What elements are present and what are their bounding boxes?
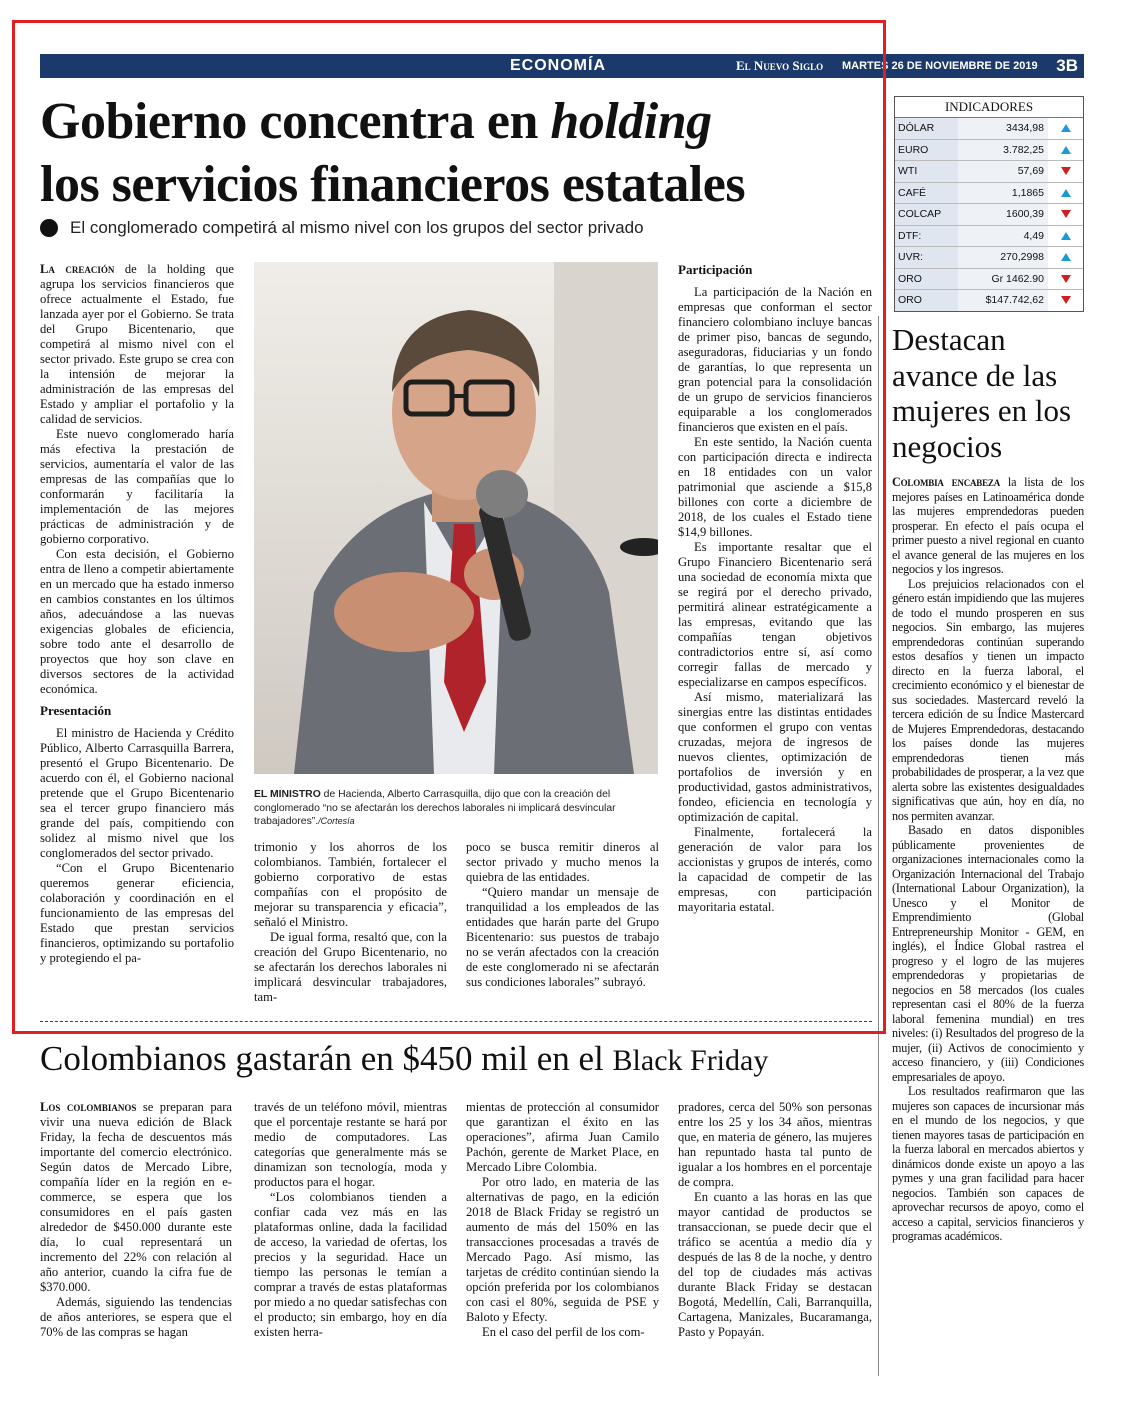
caption-text: de Hacienda, Alberto Carrasquilla, dijo que con la creación del conglomerado “no se afectarán los derechos laborales ni implicará desvincular trabajadores”. — [254, 789, 616, 827]
article-column-1 — [40, 262, 234, 966]
headline-text: Colombianos gastarán en $450 mil en el — [40, 1039, 613, 1078]
paragraph: Con esta decisión, el Gobierno entra de lleno a competir abiertamente en un mercado que ha estado inmerso en cambios constantes en los últimos años, adecuándose a las nuevas exigencias globales de eficiencia, sobre todo ante el desarrollo de proyectos que hoy son clave en diversos sectores de la actividad económica. — [40, 547, 234, 696]
paragraph: Este nuevo conglomerado haría más efectiva la prestación de servicios, aumentaría el valor de las empresas de las compañías que lo conformarán y facilitaría la implementación de las mejores prácticas de administración y de gobierno corporativo. — [40, 427, 234, 546]
indicator-value: $147.742,62 — [958, 290, 1048, 311]
paragraph: mientas de protección al consumidor que garantizan el éxito en las operaciones”, afirma Juan Camilo Pachón, gerente de Market Place, en Mercado Libre Colombia. — [466, 1100, 659, 1174]
trend-up-icon — [1048, 183, 1083, 204]
page-number: 3B — [1056, 56, 1078, 75]
side-story-headline: Destacan avance de las mujeres en los negocios — [892, 322, 1072, 464]
paragraph: “Quiero mandar un mensaje de tranquilidad a los empleados de las entidades que harán parte del Grupo Bicentenario: sus puestos de trabajo no se verán afectados con la creación de este conglomerado ni se afectarán sus condiciones laborales” subrayó. — [466, 885, 659, 989]
paragraph: trimonio y los ahorros de los colombianos. También, fortalecer el gobierno corporativo de estas compañías con el propósito de mejorar su transparencia y eficacia”, señaló el Ministro. — [254, 840, 447, 929]
indicator-row — [895, 183, 1083, 205]
paragraph: La participación de la Nación en empresas que conforman el sector financiero colombiano incluye bancas de primer piso, bancas de segundo, aseguradoras, fiduciarias y un fondo de garantías, lo que representa un gran potencial para la consolidación de un grupo de servicios financieros equiparable a los conglomerados financieros que existen en el país. — [678, 285, 872, 434]
indicator-name: EURO — [895, 140, 958, 161]
indicator-value: 57,69 — [958, 161, 1048, 182]
paragraph — [892, 475, 1084, 577]
minister-photo-illustration — [254, 262, 658, 774]
trend-up-icon — [1048, 118, 1083, 139]
paragraph-text: se preparan para vivir una nueva edición de Black Friday, la fecha de descuentos más importante del comercio electrónico. Según datos de Mercado Libre, compañía líder en la región en e-commerce, se espera que los consumidores en el país gasten alrededor de $450.000 durante este día, lo cual representará un incremento del 22% con relación al año anterior, cuando la cifra fue de $370.000. — [40, 1100, 232, 1294]
headline-text: Gobierno concentra en — [40, 93, 551, 150]
second-column-1 — [40, 1100, 232, 1340]
indicator-value: 270,2998 — [958, 247, 1048, 268]
photo-caption — [254, 788, 658, 829]
indicator-name: COLCAP — [895, 204, 958, 225]
indicator-name: UVR: — [895, 247, 958, 268]
paragraph: En el caso del perfil de los com- — [482, 1325, 645, 1339]
indicator-row — [895, 269, 1083, 291]
indicators-rows — [895, 118, 1083, 311]
paragraph: Es importante resaltar que el Grupo Financiero Bicentenario será una sociedad de economía mixta que se regirá por el derecho privado, permitirá alinear estratégicamente a las empresas, evitando que las compañías tengan objetivos contradictorios entre sí, así como corregir fallas de mercado y especializarse en campos específicos. — [678, 540, 872, 689]
subheading: Participación — [678, 262, 753, 277]
article-column-3 — [466, 840, 659, 990]
second-column-3 — [466, 1100, 659, 1340]
paragraph: “Los colombianos tienden a confiar cada vez más en las plataformas online, dada la facilidad de acceso, la variedad de ofertas, los precios y la seguridad. Hace un tiempo las personas le temían a comprar a través de estas plataformas por miedo a no quedar satisfechas con el producto; sin embargo, hoy en día existen herra- — [254, 1190, 447, 1339]
paragraph: Basado en datos disponibles públicamente provenientes de organizaciones internacionales como la Organización Internacional del Trabajo (International Labour Organization), la Unesco y el Monitor de Emprendimiento (Global Entrepreneurship Monitor - GEM, en inglés), el Índice Global rastrea el progreso y el logro de las mujeres emprendedoras y propietarias de negocios en 58 mercados (los cuales representan casi el 80% de la fuerza laboral femenina mundial) en tres niveles: (i) Resultados del progreso de la mujer, (ii) Activos de conocimiento y acceso financiero, y (iii) Condiciones empresariales de apoyo. — [892, 823, 1084, 1084]
article-column-4 — [678, 262, 872, 915]
indicator-row — [895, 204, 1083, 226]
deck-text: El conglomerado competirá al mismo nivel con los grupos del sector privado — [70, 218, 644, 237]
indicator-row — [895, 161, 1083, 183]
bullet-icon — [40, 219, 58, 237]
paragraph: Los prejuicios relacionados con el género están impidiendo que las mujeres de todo el mundo prosperen en sus negocios. Sin embargo, las mujeres emprendedoras continúan superando estos desafíos y tienen un impacto directo en la fuerza laboral, el crecimiento económico y el bienestar de sus sociedades. Mastercard reveló la tercera edición de su Índice Mastercard de Mujeres Emprendedoras, destacando los países donde las mujeres emprendedoras tienen más probabilidades de prosperar, a la vez que alerta sobre las existentes desigualdades significativas que aún, hoy en día, no nos permiten avanzar. — [892, 576, 1084, 823]
story-divider — [40, 1021, 872, 1022]
trend-down-icon — [1048, 269, 1083, 290]
indicator-row — [895, 247, 1083, 269]
trend-up-icon — [1048, 140, 1083, 161]
trend-down-icon — [1048, 290, 1083, 311]
paragraph — [40, 1100, 232, 1295]
paragraph: través de un teléfono móvil, mientras que el porcentaje restante se hará por medio de computadores. Las categorías que generalmente más se dinamizan son tecnología, moda y productos para el hogar. — [254, 1100, 447, 1189]
indicator-name: CAFÉ — [895, 183, 958, 204]
second-story-headline — [40, 1038, 768, 1082]
indicator-value: 3434,98 — [958, 118, 1048, 139]
caption-lead: EL MINISTRO — [254, 789, 321, 800]
trend-down-icon — [1048, 161, 1083, 182]
headline-black-friday: Black Friday — [612, 1044, 769, 1077]
headline-italic-word: holding — [550, 93, 712, 150]
main-headline-line-1 — [40, 92, 712, 152]
indicator-value: 1,1865 — [958, 183, 1048, 204]
paragraph-text: la lista de los mejores países en Latinoamérica donde las mujeres emprendedoras pueden prosperar. En efecto el país ocupa el primer puesto a nivel regional en cuanto el avance general de las mujeres en los negocios y los ingresos. — [892, 475, 1084, 576]
paragraph-text: de la holding que agrupa los servicios financieros que ofrece actualmente el Estado, fue lanzada ayer por el Gobierno. Se trata del Grupo Bicentenario, que competirá al mismo nivel con el sector privado. Este grupo se crea con la intensión de mejorar la administración de las empresas del Estado y ampliar el portafolio y la calidad de servicios. — [40, 262, 234, 426]
second-column-4 — [678, 1100, 872, 1340]
paragraph: poco se busca remitir dineros al sector privado y mucho menos la quiebra de las entidades. — [466, 840, 659, 884]
trend-down-icon — [1048, 204, 1083, 225]
paragraph: Por otro lado, en materia de las alternativas de pago, en la edición 2018 de Black Friday se registró un aumento de más del 150% en las transacciones procesadas a través de Mercado Pago. Así mismo, las tarjetas de crédito continúan siendo la opción preferida por los colombianos con casi el 80%, seguida de PSE y Baloto y Efecty. — [466, 1175, 659, 1324]
side-story-body — [892, 475, 1084, 1244]
indicator-value: 4,49 — [958, 226, 1048, 247]
second-column-2 — [254, 1100, 447, 1340]
paragraph: En cuanto a las horas en las que mayor cantidad de productos se transaccionan, se puede decir que el tráfico se acentúa a medio día y después de las 8 de la noche, y dentro del top de ciudades más activas durante Black Friday se destacan Bogotá, Medellín, Cali, Barranquilla, Cartagena, Manizales, Bucaramanga, Pasto y Popayán. — [678, 1190, 872, 1339]
minister-photo — [254, 262, 658, 774]
article-column-2 — [254, 840, 447, 1005]
paragraph: “Con el Grupo Bicentenario queremos generar eficiencia, colaboración y coordinación en el funcionamiento de las empresas del Estado que prestan servicios financieros, optimizando su portafolio y protegiendo el pa- — [40, 861, 234, 965]
trend-up-icon — [1048, 226, 1083, 247]
section-header-bar — [40, 54, 1084, 78]
indicator-value: Gr 1462.90 — [958, 269, 1048, 290]
indicator-name: WTI — [895, 161, 958, 182]
market-indicators-table — [894, 96, 1084, 312]
indicator-row — [895, 118, 1083, 140]
deck — [40, 218, 644, 238]
lead-in: La creación — [40, 262, 115, 276]
indicator-name: DTF: — [895, 226, 958, 247]
photo-credit: /Cortesía — [318, 816, 355, 826]
indicator-name: DÓLAR — [895, 118, 958, 139]
paragraph: Finalmente, fortalecerá la generación de valor para los accionistas y grupos de interés, como la capacidad de competir de las empresas, con participación mayoritaria estatal. — [678, 825, 872, 914]
paragraph: pradores, cerca del 50% son personas entre los 25 y los 34 años, mientras que, en materia de género, las mujeres han repuntado hasta tal punto de igualar a los hombres en el porcentaje de compra. — [678, 1100, 872, 1189]
paragraph: Los resultados reafirmaron que las mujeres son capaces de incursionar más en el mundo de los negocios, y que tienen mayores tasas de participación en la fuerza laboral en mercados abiertos y dinámicos donde existe un apoyo a las pymes y una gran facilidad para hacer negocios. También son capaces de aprovechar recursos de apoyo, como el acceso a capital, servicios financieros y programas académicos. — [892, 1084, 1084, 1243]
trend-up-icon — [1048, 247, 1083, 268]
indicator-value: 1600,39 — [958, 204, 1048, 225]
main-headline-line-2: los servicios financieros estatales — [40, 156, 746, 213]
column-rule — [878, 316, 879, 1376]
paragraph: Así mismo, materializará las sinergias entre las distintas entidades que conformen el grupo con ventas cruzadas, mejora de ingresos de nuevos clientes, optimización de portafolios de inversión y en productividad, gastos administrativos, fondeo, eficiencia en tecnología y optimización de capital. — [678, 690, 872, 824]
indicators-title: INDICADORES — [895, 97, 1083, 118]
indicator-name: ORO — [895, 290, 958, 311]
section-name: ECONOMÍA — [510, 57, 606, 74]
paragraph: En este sentido, la Nación cuenta con participación directa e indirecta en 18 entidades con un valor patrimonial que asciende a $15,8 billones con corte a diciembre de 2018, de los cuales el Estado tiene $14,9 billones. — [678, 435, 872, 539]
indicator-row — [895, 226, 1083, 248]
indicator-value: 3.782,25 — [958, 140, 1048, 161]
paragraph — [40, 262, 234, 427]
indicator-row — [895, 290, 1083, 311]
issue-date: MARTES 26 DE NOVIEMBRE DE 2019 — [842, 60, 1038, 72]
paragraph: El ministro de Hacienda y Crédito Público, Alberto Carrasquilla Barrera, presentó el Grupo Bicentenario. De acuerdo con él, el Gobierno nacional pretende que el Grupo Bicentenario sea el tercer grupo financiero más grande del país, compitiendo con solidez al mismo nivel que los conglomerados del sector privado. — [40, 726, 234, 860]
indicator-row — [895, 140, 1083, 162]
lead-in: Colombia encabeza — [892, 475, 1001, 489]
subheading: Presentación — [40, 703, 112, 718]
paragraph: Además, siguiendo las tendencias de años anteriores, se espera que el 70% de las compras se hagan — [40, 1295, 232, 1339]
lead-in: Los colombianos — [40, 1100, 137, 1114]
indicator-name: ORO — [895, 269, 958, 290]
newspaper-masthead: El Nuevo Siglo — [736, 58, 824, 73]
paragraph: De igual forma, resaltó que, con la creación del Grupo Bicentenario, no se afectarán los derechos laborales ni implicará desvincular trabajadores, tam- — [254, 930, 447, 1004]
